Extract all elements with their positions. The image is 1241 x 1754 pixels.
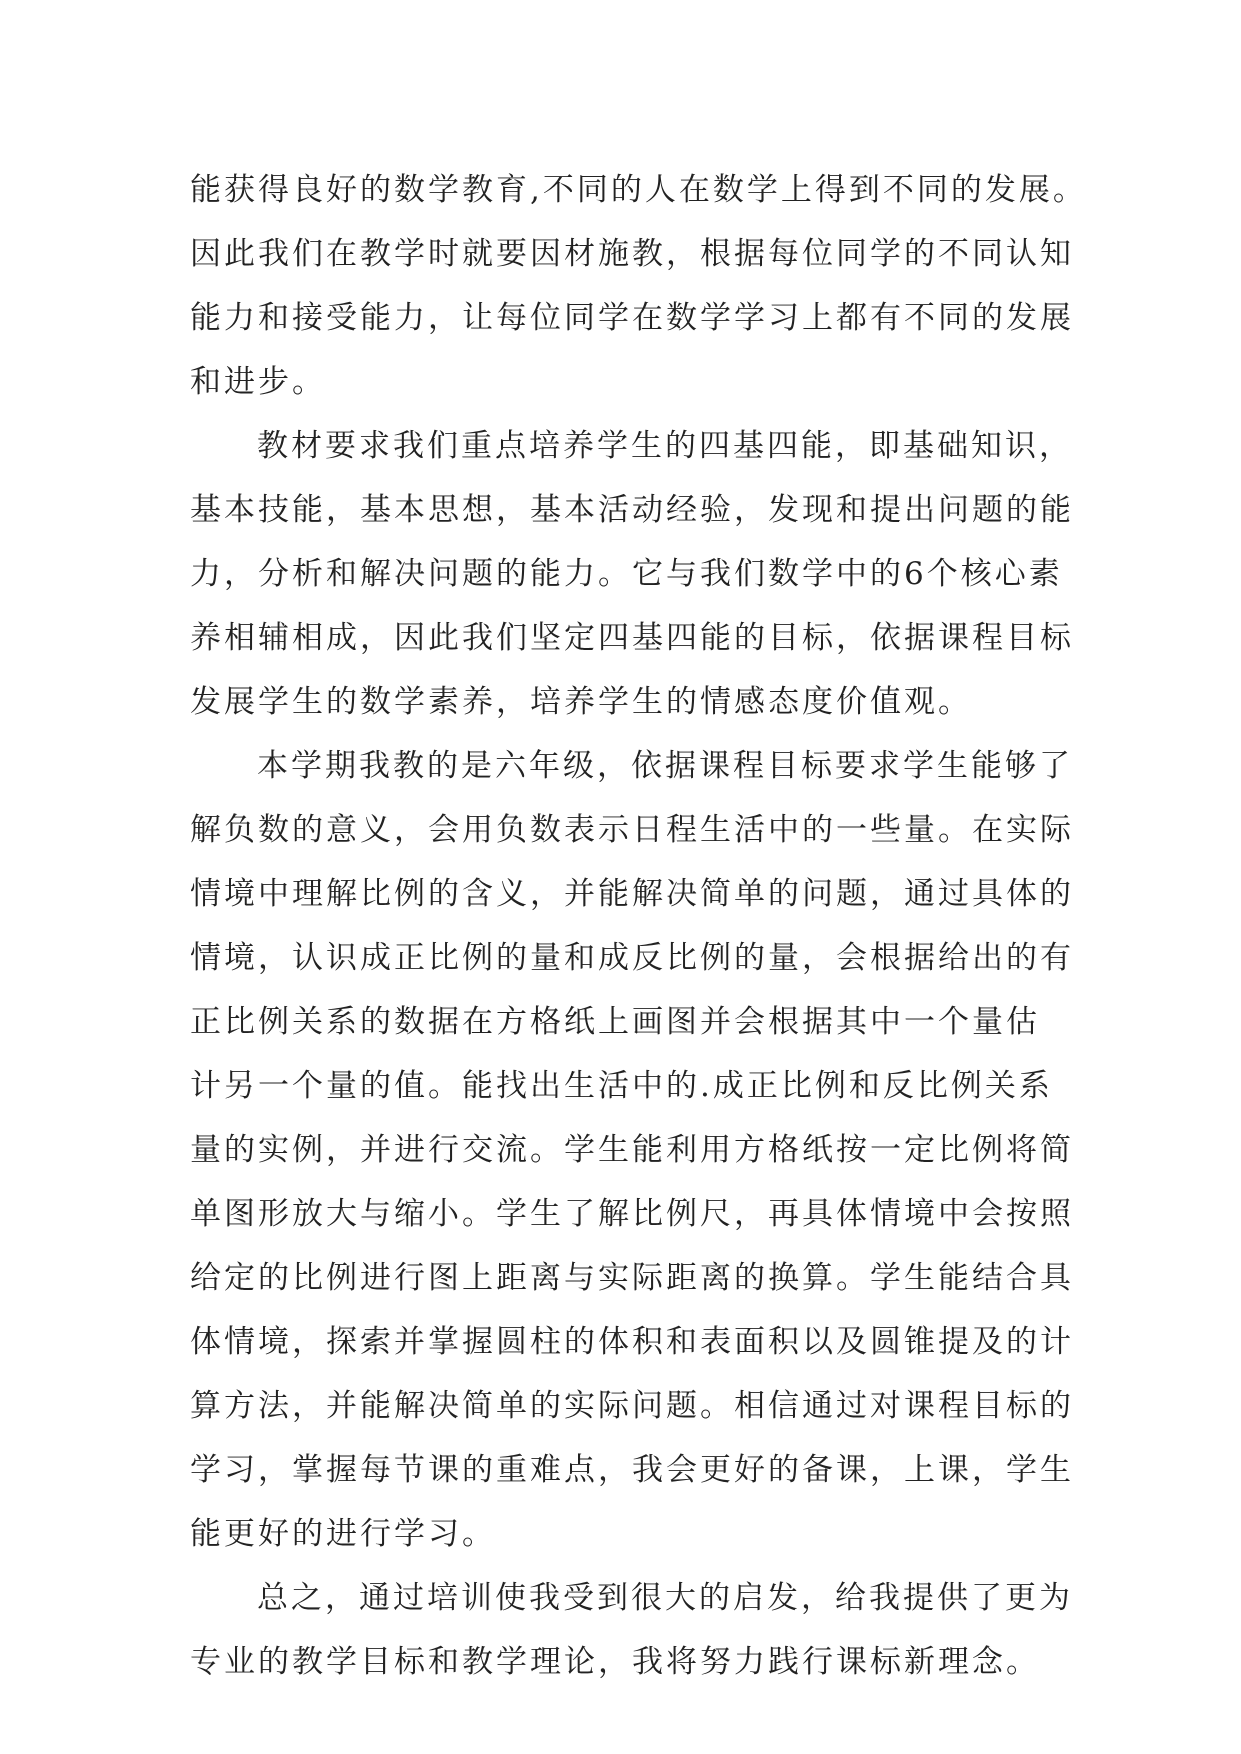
text-line: 基本技能，基本思想，基本活动经验，发现和提出问题的能 — [190, 492, 1074, 528]
text-line: 养相辅相成，因此我们坚定四基四能的目标，依据课程目标 — [190, 620, 1074, 656]
text-line: 情境，认识成正比例的量和成反比例的量，会根据给出的有 — [190, 940, 1074, 976]
text-line: 体情境，探索并掌握圆柱的体积和表面积以及圆锥提及的计 — [190, 1324, 1074, 1360]
text-line: 能获得良好的数学教育,不同的人在数学上得到不同的发展。 — [190, 172, 1087, 208]
text-line: 情境中理解比例的含义，并能解决简单的问题，通过具体的 — [190, 876, 1074, 912]
text-line: 量的实例，并进行交流。学生能利用方格纸按一定比例将简 — [190, 1132, 1074, 1168]
paragraph-4 — [190, 1566, 1090, 1694]
document-body — [190, 158, 1090, 1694]
text-line: 解负数的意义，会用负数表示日程生活中的一些量。在实际 — [190, 812, 1074, 848]
text-line: 给定的比例进行图上距离与实际距离的换算。学生能结合具 — [190, 1260, 1074, 1296]
text-line: 力，分析和解决问题的能力。它与我们数学中的6个核心素 — [190, 556, 1063, 592]
text-line: 总之，通过培训使我受到很大的启发，给我提供了更为 — [257, 1580, 1073, 1616]
text-line: 计另一个量的值。能找出生活中的.成正比例和反比例关系 — [190, 1068, 1053, 1104]
text-line: 专业的教学目标和教学理论，我将努力践行课标新理念。 — [190, 1644, 1040, 1680]
text-line: 单图形放大与缩小。学生了解比例尺，再具体情境中会按照 — [190, 1196, 1074, 1232]
text-line: 能更好的进行学习。 — [190, 1516, 496, 1552]
text-line: 因此我们在教学时就要因材施教，根据每位同学的不同认知 — [190, 236, 1074, 272]
paragraph-3 — [190, 734, 1090, 1566]
text-line: 教材要求我们重点培养学生的四基四能，即基础知识， — [257, 428, 1073, 464]
text-line: 正比例关系的数据在方格纸上画图并会根据其中一个量估 — [190, 1004, 1040, 1040]
text-line: 算方法，并能解决简单的实际问题。相信通过对课程目标的 — [190, 1388, 1074, 1424]
text-line: 学习，掌握每节课的重难点，我会更好的备课，上课，学生 — [190, 1452, 1074, 1488]
text-line: 和进步。 — [190, 364, 326, 400]
text-line: 能力和接受能力，让每位同学在数学学习上都有不同的发展 — [190, 300, 1074, 336]
paragraph-1 — [190, 158, 1090, 414]
text-line: 发展学生的数学素养，培养学生的情感态度价值观。 — [190, 684, 972, 720]
paragraph-2 — [190, 414, 1090, 734]
text-line: 本学期我教的是六年级，依据课程目标要求学生能够了 — [257, 748, 1073, 784]
